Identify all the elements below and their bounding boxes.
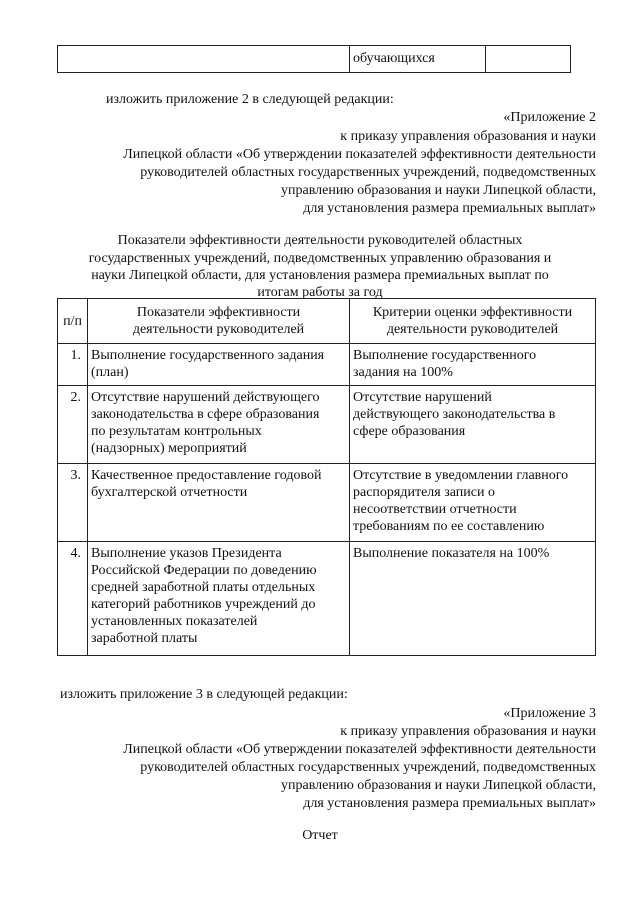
header-line: к приказу управления образования и науки <box>340 129 596 144</box>
cell-line: требованиям по ее составлению <box>353 519 545 534</box>
cell-line: Отсутствие нарушений действующего <box>91 390 320 405</box>
cell-line: (надзорных) мероприятий <box>91 441 247 456</box>
row-criteria <box>350 542 596 656</box>
appendix2-intro: изложить приложение 2 в следующей редакции: <box>106 92 394 107</box>
table-row <box>58 542 596 656</box>
cell-line: (план) <box>91 365 129 380</box>
cell-line: Выполнение показателя на 100% <box>353 546 550 561</box>
header-line: для установления размера премиальных выплат» <box>303 201 596 216</box>
header-line: управлению образования и науки Липецкой области, <box>281 778 596 793</box>
row-indicator <box>88 464 350 542</box>
row-indicator <box>88 542 350 656</box>
header-line: управлению образования и науки Липецкой области, <box>281 183 596 198</box>
report-title: Отчет <box>302 828 338 843</box>
row-num: 4. <box>58 542 88 656</box>
row-indicator <box>88 344 350 386</box>
previous-table-fragment <box>57 45 571 73</box>
cell-line: Выполнение государственного задания <box>91 348 325 363</box>
header-line: для установления размера премиальных выплат» <box>303 796 596 811</box>
table-cell: обучающихся <box>350 46 486 72</box>
header-line: «Приложение 3 <box>503 706 596 721</box>
cell-line: заработной платы <box>91 631 198 646</box>
header-line: деятельности руководителей <box>386 322 559 337</box>
title-line: государственных учреждений, подведомственных управлению образования и <box>88 251 552 266</box>
cell-line: Отсутствие в уведомлении главного <box>353 468 569 483</box>
table-cell <box>58 46 350 72</box>
table-row <box>58 386 596 464</box>
cell-line: Выполнение государственного <box>353 348 537 363</box>
cell-line: средней заработной платы отдельных <box>91 580 316 595</box>
header-line: «Приложение 2 <box>503 110 596 125</box>
row-criteria <box>350 464 596 542</box>
indicators-table <box>57 298 596 656</box>
cell-line: сфере образования <box>353 424 466 439</box>
table-cell <box>486 46 570 72</box>
header-line: к приказу управления образования и науки <box>340 724 596 739</box>
header-line: руководителей областных государственных учреждений, подведомственных <box>140 760 596 775</box>
cell-line: категорий работников учреждений до <box>91 597 316 612</box>
header-line: Липецкой области «Об утверждении показателей эффективности деятельности <box>123 742 596 757</box>
title-line: науки Липецкой области, для установления размера премиальных выплат по <box>91 268 549 283</box>
row-criteria <box>350 386 596 464</box>
row-num: 1. <box>58 344 88 386</box>
title-line: Показатели эффективности деятельности руководителей областных <box>117 233 523 248</box>
header-criteria <box>350 299 596 344</box>
cell-line: несоответствии отчетности <box>353 502 517 517</box>
header-line: руководителей областных государственных учреждений, подведомственных <box>140 165 596 180</box>
row-num: 3. <box>58 464 88 542</box>
cell-line: Российской Федерации по доведению <box>91 563 317 578</box>
row-indicator <box>88 386 350 464</box>
header-line: Липецкой области «Об утверждении показателей эффективности деятельности <box>123 147 596 162</box>
appendix3-intro: изложить приложение 3 в следующей редакции: <box>60 687 348 702</box>
cell-line: установленных показателей <box>91 614 258 629</box>
cell-line: Выполнение указов Президента <box>91 546 282 561</box>
header-line: Критерии оценки эффективности <box>372 305 573 320</box>
header-indicator <box>88 299 350 344</box>
cell-line: бухгалтерской отчетности <box>91 485 248 500</box>
cell-line: Качественное предоставление годовой <box>91 468 322 483</box>
cell-line: действующего законодательства в <box>353 407 556 422</box>
table-row <box>58 464 596 542</box>
cell-line: распорядителя записи о <box>353 485 495 500</box>
cell-line: законодательства в сфере образования <box>91 407 320 422</box>
cell-line: Отсутствие нарушений <box>353 390 492 405</box>
row-num: 2. <box>58 386 88 464</box>
row-criteria <box>350 344 596 386</box>
title-line: итогам работы за год <box>257 285 383 300</box>
table-header-row <box>58 299 596 344</box>
cell-line: по результатам контрольных <box>91 424 262 439</box>
header-num: п/п <box>58 299 88 344</box>
header-line: Показатели эффективности <box>136 305 301 320</box>
table-row <box>58 344 596 386</box>
cell-line: задания на 100% <box>353 365 453 380</box>
header-line: деятельности руководителей <box>132 322 305 337</box>
